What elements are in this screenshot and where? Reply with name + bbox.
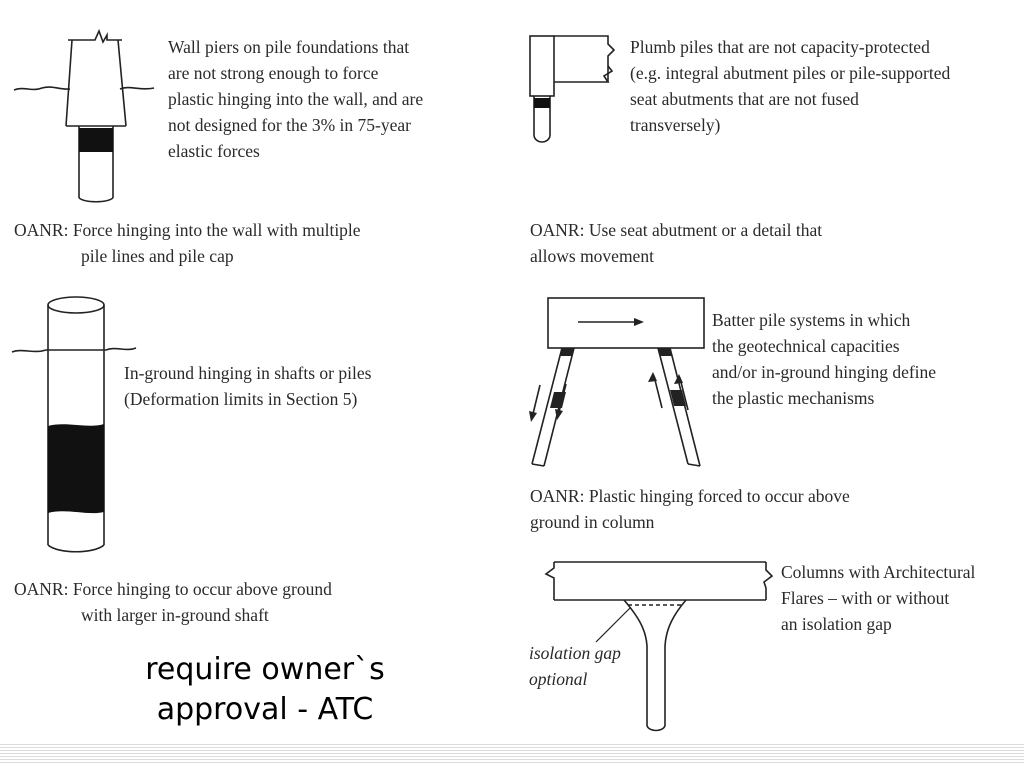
owner-approval-caption: require owner`s approval - ATC [145,652,385,727]
plumb-piles-oanr: OANR: Use seat abutment or a detail that allows movement [530,220,823,266]
flared-column-description: Columns with Architectural Flares – with or without an isolation gap [781,562,976,634]
plumb-pile-diagram [524,28,624,148]
plumb-piles-description: Plumb piles that are not capacity-protected (e.g. integral abutment piles or pile-supported seat abutments that are not fused transversely) [630,37,951,135]
isolation-gap-label: isolation gap optional [529,643,621,689]
wall-pier-oanr: OANR: Force hinging into the wall with multiple pile lines and pile cap [14,220,361,266]
in-ground-description: In-ground hinging in shafts or piles (Deformation limits in Section 5) [124,363,372,409]
plastic-hinge [658,348,672,356]
plastic-hinge [534,98,550,108]
plastic-hinge [550,392,566,408]
wall-pier-pile-diagram [10,28,160,203]
plastic-hinge [48,424,104,513]
in-ground-oanr: OANR: Force hinging to occur above ground with larger in-ground shaft [14,579,332,625]
slide-footer-stripes [0,742,1024,764]
plastic-hinge [79,128,113,152]
in-ground-shaft-diagram [8,290,148,560]
batter-pile-oanr: OANR: Plastic hinging forced to occur above ground in column [530,486,850,532]
batter-pile-diagram [520,290,720,475]
wall-pier-description: Wall piers on pile foundations that are not strong enough to force plastic hinging into the wall, and are not designed for the 3% in 75-year elastic forces [168,37,424,161]
batter-pile-description: Batter pile systems in which the geotechnical capacities and/or in-ground hinging define the plastic mechanisms [712,310,937,408]
plastic-hinge [560,348,574,356]
